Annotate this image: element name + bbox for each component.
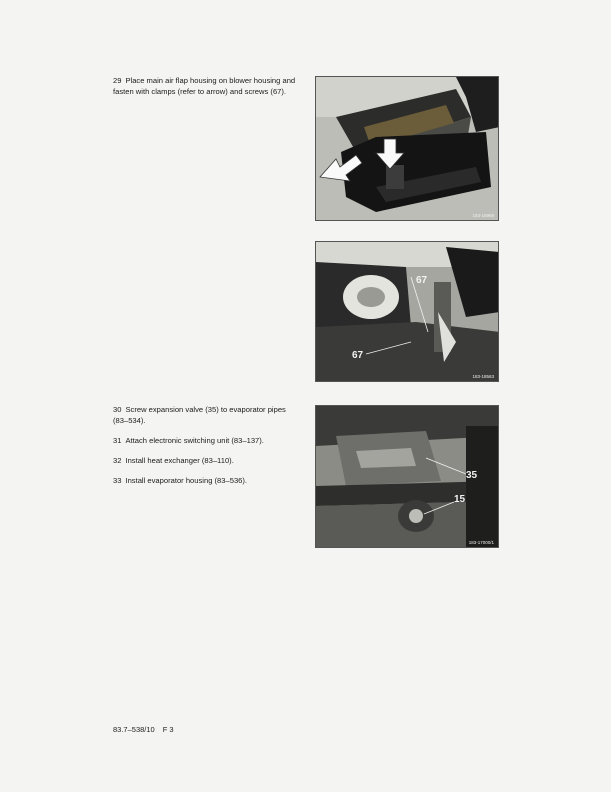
photo-expansion-valve	[315, 405, 499, 548]
callout-15: 15	[454, 494, 466, 505]
photo-reference-code: 183-18969	[472, 213, 494, 218]
photo-illustration	[316, 77, 499, 221]
step-32	[113, 456, 298, 467]
step-number: 29	[113, 76, 122, 85]
step-number: 31	[113, 436, 122, 445]
step-number: 33	[113, 476, 122, 485]
step-text: Place main air flap housing on blower housing and fasten with clamps (refer to arrow) and screws (67).	[113, 76, 296, 96]
photo-reference-code: 183-18563	[472, 374, 494, 379]
page-code: F 3	[162, 725, 174, 734]
photo-reference-code: 183-17000/1	[468, 540, 494, 545]
photo-illustration	[316, 242, 499, 382]
step-number: 30	[113, 405, 122, 414]
callout-67-lower: 67	[352, 350, 364, 361]
step-33	[113, 476, 298, 487]
page-footer	[113, 725, 182, 734]
photo-screws-67	[315, 241, 499, 382]
step-31	[113, 436, 298, 447]
callout-67-upper: 67	[416, 275, 428, 286]
step-text: Install heat exchanger (83–110).	[125, 456, 234, 465]
step-30	[113, 405, 298, 426]
document-number: 83.7–538/10	[113, 725, 155, 734]
step-text: Screw expansion valve (35) to evaporator pipes (83–534).	[113, 405, 286, 425]
photo-air-flap-housing	[315, 76, 499, 221]
step-number: 32	[113, 456, 122, 465]
step-text: Attach electronic switching unit (83–137).	[125, 436, 264, 445]
step-text: Install evaporator housing (83–536).	[125, 476, 248, 485]
step-29	[113, 76, 298, 97]
callout-35: 35	[466, 470, 478, 481]
